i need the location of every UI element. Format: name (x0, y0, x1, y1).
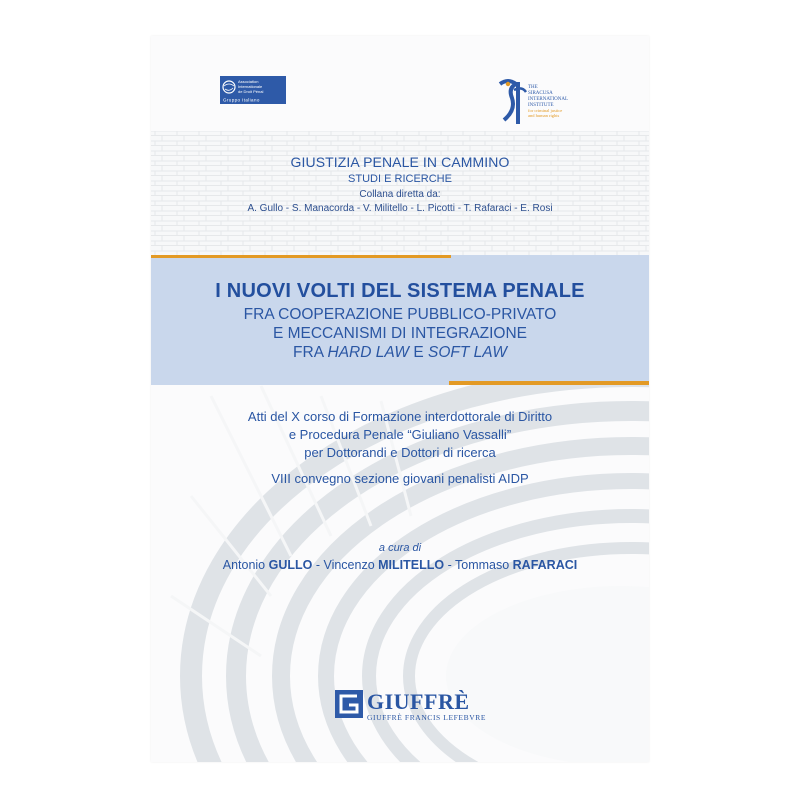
series-directors: A. Gullo - S. Manacorda - V. Militello - L. Picotti - T. Rafaraci - E. Rosi (247, 203, 553, 214)
editors-label: a cura di (378, 542, 422, 554)
sii-line-1: THE (528, 85, 538, 90)
book-subtitle-line-1: FRA COOPERAZIONE PUBBLICO-PRIVATO (243, 306, 557, 323)
book-title: I NUOVI VOLTI DEL SISTEMA PENALE (215, 280, 585, 302)
editor-1-last: GULLO (268, 558, 313, 572)
sii-line-4: INSTITUTE (528, 103, 554, 108)
proceedings-line-1: Atti del X corso di Formazione interdottorale di Diritto (247, 409, 553, 424)
publisher-subtitle: GIUFFRÈ FRANCIS LEFEBVRE (367, 713, 487, 722)
aidp-logo (220, 76, 286, 104)
giuffre-logo-icon (335, 690, 363, 718)
publisher-name: GIUFFRÈ (367, 689, 470, 714)
sii-line-5: for criminal justice (528, 108, 563, 113)
book-subtitle-line-2: E MECCANISMI DI INTEGRAZIONE (272, 325, 528, 342)
aidp-line-1: Association (238, 79, 259, 84)
aidp-line-2: Internationale (238, 84, 263, 89)
sii-line-6: and human rights (528, 113, 560, 118)
subtitle-hard-law: HARD LAW (327, 344, 410, 361)
sii-line-3: INTERNATIONAL (528, 97, 568, 102)
subtitle-fra: FRA (293, 344, 328, 361)
orange-bar-top (151, 255, 451, 258)
siracusa-institute-logo (494, 76, 590, 136)
proceedings-line-3: per Dottorandi e Dottori di ricerca (304, 445, 496, 460)
aidp-line-3: de Droit Pénal (238, 89, 264, 94)
editor-sep-1: - (312, 558, 324, 572)
series-subtitle: STUDI E RICERCHE (348, 173, 452, 185)
editor-3-last: RAFARACI (512, 558, 578, 572)
editor-sep-2: - (444, 558, 455, 572)
editor-1-first: Antonio (222, 558, 269, 572)
convention-line: VIII convegno sezione giovani penalisti AIDP (271, 471, 529, 486)
aidp-footer: Gruppo Italiano (223, 97, 260, 103)
editor-3-first: Tommaso (455, 558, 513, 572)
book-cover (151, 36, 649, 762)
series-collana-label: Collana diretta da: (359, 189, 441, 200)
amphitheater-background (151, 36, 649, 762)
editor-2-first: Vincenzo (323, 558, 379, 572)
book-subtitle-line-3 (151, 344, 649, 362)
subtitle-e: E (409, 344, 428, 361)
subtitle-soft-law: SOFT LAW (428, 344, 507, 361)
proceedings-line-2: e Procedura Penale “Giuliano Vassalli” (288, 427, 512, 442)
sii-line-2: SIRACUSA (528, 91, 553, 96)
editors-names (151, 558, 649, 572)
series-title: GIUSTIZIA PENALE IN CAMMINO (290, 154, 510, 170)
editor-2-last: MILITELLO (378, 558, 445, 572)
orange-bar-bottom (449, 381, 649, 385)
